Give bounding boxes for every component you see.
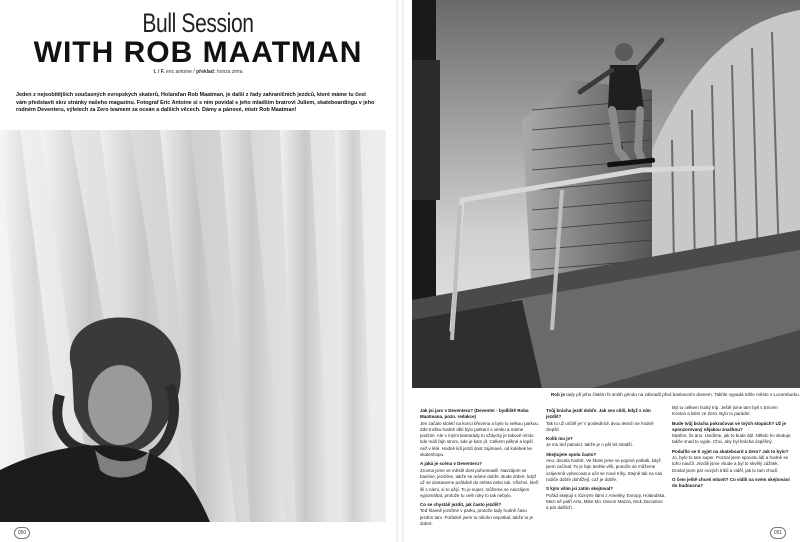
left-page (0, 0, 396, 542)
page-number-left: 050 (14, 527, 30, 539)
interview-column-3 (672, 405, 792, 490)
answer: Myslím, že ano. Uvidíme, jak to bude dál. Někdo ho sleduje, takže snad to vyjde. Chci, aby byl brácha úspěšný. (672, 433, 792, 445)
right-page (404, 0, 800, 542)
question: Kolik mu je? (546, 436, 573, 442)
portrait-photo (0, 130, 386, 522)
answer: Pořád skejtuji s různými lidmi z Ameriky, Evropy, Holandska. Mezi ně patří Arto, Mike Mo, Devon Mazza, Nick Zaccaloni a pár dalších. (546, 492, 666, 511)
credits-photographer: eric antoine (166, 69, 192, 75)
answer: Je mu teď patnáct, takže je o pět let mladší. (546, 442, 634, 448)
page-gutter (396, 0, 404, 542)
question: Bude tvůj brácha pokračovat ve tvých stopách? Už je sponzorovaný nějakou značkou? (672, 420, 787, 432)
article-credits: t. / F. eric antoine / překlad: honza zima (153, 69, 243, 75)
answer: Tak to už určitě je! V posledních dvou letech se hodně zlepšil. (546, 420, 654, 432)
photo-caption (412, 392, 800, 397)
article-title-script: Bull Session (142, 8, 254, 38)
page-number-right: 051 (770, 527, 786, 539)
answer: Ano, docela hodně. Ve škole jsme se poprvé potkali, když jsem začínal. To je fajn tenhle věk, protože se můžeme vzájemně vyhecovat a učit se nové triky. Stejně tak na nás rodiče dobře dohlížejí, což je dobře. (546, 458, 663, 482)
question: Jak jsi jaro v Deventeru? (Deventer - bydliště Roba Maatmana, pozn. redakce) (420, 408, 529, 420)
article-title-main: WITH ROB MAATMAN (33, 36, 363, 69)
question: S kým vším jsi zatím skejtoval? (546, 486, 614, 492)
question: Tvůj brácha jezdí dobře. Jak ses cítíš, když s ním jezdíš? (546, 408, 651, 420)
credits-label: t. / F. (153, 69, 165, 75)
caption-text: tady při jeho čistém fs smith grindu na zábradlí před bankovním domem. Takhle vypadá tohle město v Lucemburku. (566, 392, 800, 397)
credits-translation-label: překlad: (196, 69, 216, 75)
interview-columns (412, 405, 800, 527)
question: A jaká je scéna v Deventeru? (420, 461, 482, 467)
question: Skejtujete spolu často? (546, 451, 597, 457)
credits-translator: honza zima (216, 69, 243, 75)
answer: Jen začalo století na konci březena a bylo to velkou parkou. Zde trošku hodně děti bylo potkaní s venku a máme podzim. Ale s mými kamarády tu vždycky je takové místo kde máš fajn strom, kde je kam jít. Celkem pěkné a lepší než v létě. Hodně lidí jezdí dost zajímavé, od kolébek ke skateshopu. (420, 420, 540, 458)
interview-column-2 (546, 405, 666, 511)
answer: Byl to celkem hustý trip. Ještě jsme tam byli s Ericem Koston a lidmi ze Zera. Bylo to parádní. (672, 405, 778, 417)
article-intro: Jeden z nejsobitějších současných evropských skaterů, Holanďan Rob Maatman, je další z řady zahraničních jezdců, které máme tu čest vám představit skrz stránky našeho magazínu. Fotograf Eric Antoine si s ním povídal s jeho mladším bratrovi Juliem, skateboardingu v jeho rodném Deventeru, výletech za Zero teamem za oceán a dalších věcech. Dámy a pánové, mistr Rob Maatman! (16, 92, 375, 114)
answer: Jo, bylo to tam super. Poznal jsem spoustu lidí a hodně se toho naučil. Jezdili jsme všude a byl to skvělý zážitek. Dostal jsem pár nových triků a viděl, jak to tam chodí. (672, 455, 789, 473)
caption-lead: Rob je (550, 392, 565, 397)
answer: Teď hlavně jezdíme v parku, protože tady hodně času jezdím tam. Pořádně jsem tu nikoho nepotkal, takže to je dobré. (420, 508, 534, 527)
question: O čem ještě chceš mluvit? Co vidíš na svém skejtování do budoucna? (672, 476, 790, 489)
skate-grind-photo (412, 0, 800, 388)
interview-column-1 (420, 405, 540, 527)
question: Podařilo se ti vyjet na skateboard a Zero? Jak to bylo? (672, 448, 789, 454)
answer: Zrovna jsme ve městě dost pohromadě. Navzájem se bavíme, jezdíme, takže se máme dobře. Bude dobré, když už se dostaneme pořádně do města nebo tak. Všichni, kteří šli s námi, si to užijí. To je super, můžeme se navzájem vypomáhat, protože tu celé roky to tak nebylo. (420, 467, 539, 498)
question: Co se chystáš jezdit, jak často jezdíš? (420, 502, 502, 508)
